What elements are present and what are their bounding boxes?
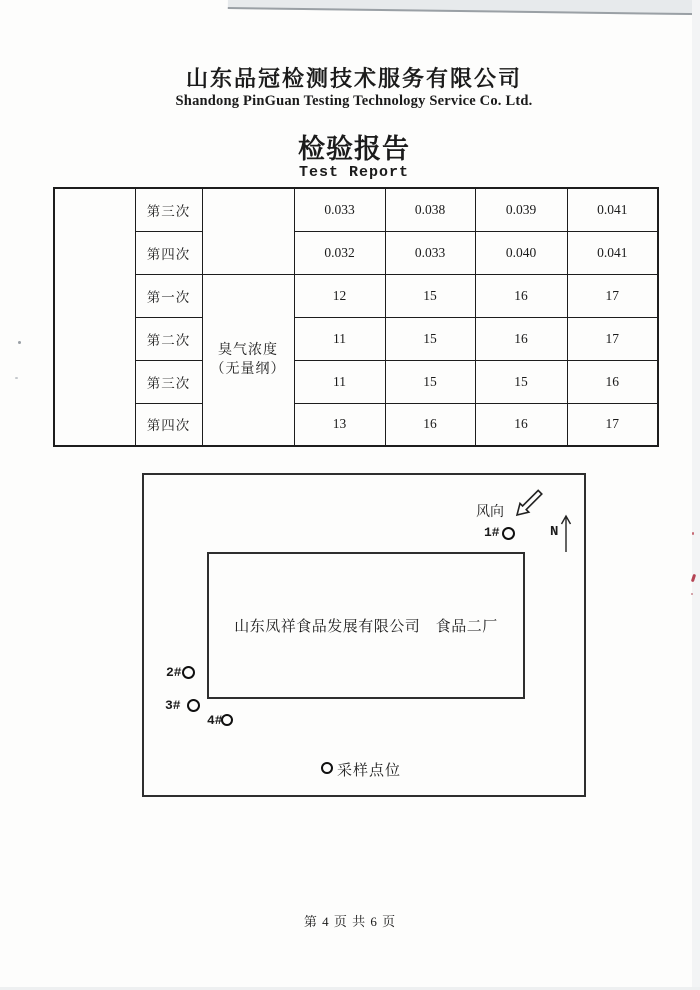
table-cell-value: 16 [475, 317, 567, 360]
table-row [54, 360, 658, 403]
table-cell-value: 0.040 [475, 231, 567, 274]
table-cell-value: 17 [567, 403, 658, 446]
sampling-point-icon [221, 714, 233, 726]
table-cell-value: 15 [385, 360, 475, 403]
table-cell-run-label: 第四次 [135, 403, 202, 446]
table-cell-value: 17 [567, 274, 658, 317]
scan-speck [18, 341, 21, 344]
table-cell-run-label: 第一次 [135, 274, 202, 317]
factory-name-label: 山东凤祥食品发展有限公司 食品二厂 [234, 619, 498, 635]
sampling-point-icon [502, 527, 515, 540]
table-cell-value: 0.041 [567, 188, 658, 231]
table-cell-value: 0.033 [294, 188, 385, 231]
company-name-cn: 山东品冠检测技术服务有限公司 [185, 66, 522, 91]
table-cell-parameter-name [202, 274, 294, 446]
table-cell-value: 12 [294, 274, 385, 317]
table-cell-value: 15 [385, 274, 475, 317]
scan-speck [692, 532, 694, 535]
table-cell-left-merged-empty [54, 188, 135, 446]
table-row [54, 317, 658, 360]
scan-edge-artifact-top [228, 0, 700, 15]
sampling-point-icon [182, 666, 195, 679]
table-cell-run-label: 第二次 [135, 317, 202, 360]
north-arrow-icon [558, 511, 574, 555]
parameter-name-line1: 臭气浓度 [218, 342, 278, 358]
table-cell-value: 16 [475, 403, 567, 446]
table-cell-value: 0.038 [385, 188, 475, 231]
wind-direction-label: 风向 [476, 505, 504, 520]
table-cell-value: 0.033 [385, 231, 475, 274]
table-cell-value: 11 [294, 360, 385, 403]
table-cell-run-label: 第三次 [135, 188, 202, 231]
report-title-en: Test Report [298, 164, 410, 181]
table-row [54, 231, 658, 274]
table-cell-value: 0.041 [567, 231, 658, 274]
table-row [54, 403, 658, 446]
table-cell-run-label: 第三次 [135, 360, 202, 403]
table-cell-value: 15 [385, 317, 475, 360]
table-cell-parameter-merged-empty [202, 188, 294, 274]
table-cell-value: 17 [567, 317, 658, 360]
parameter-name-line2: （无量纲） [210, 361, 286, 377]
legend-sampling-point-icon [321, 762, 333, 774]
page-number-indicator: 第 4 页 共 6 页 [303, 914, 397, 929]
sampling-point-label-1: 1# [484, 525, 500, 540]
report-title-cn: 检验报告 [298, 134, 410, 164]
table-cell-value: 0.039 [475, 188, 567, 231]
sampling-point-icon [187, 699, 200, 712]
factory-building-outline [207, 552, 525, 699]
table-cell-value: 16 [567, 360, 658, 403]
table-cell-value: 16 [385, 403, 475, 446]
table-cell-value: 13 [294, 403, 385, 446]
table-cell-value: 15 [475, 360, 567, 403]
sampling-point-label-2: 2# [166, 665, 182, 680]
scan-speck [691, 593, 693, 595]
table-row [54, 188, 658, 231]
company-name-en: Shandong PinGuan Testing Technology Service Co. Ltd. [175, 93, 533, 109]
scan-speck [15, 377, 18, 379]
table-cell-value: 16 [475, 274, 567, 317]
results-table [53, 187, 659, 447]
north-label: N [550, 524, 559, 540]
sampling-point-label-4: 4# [207, 713, 223, 728]
legend-label: 采样点位 [337, 763, 402, 779]
table-cell-value: 0.032 [294, 231, 385, 274]
table-cell-run-label: 第四次 [135, 231, 202, 274]
wind-direction-arrow-icon [511, 486, 547, 522]
table-row [54, 274, 658, 317]
table-cell-value: 11 [294, 317, 385, 360]
sampling-point-label-3: 3# [165, 698, 181, 713]
